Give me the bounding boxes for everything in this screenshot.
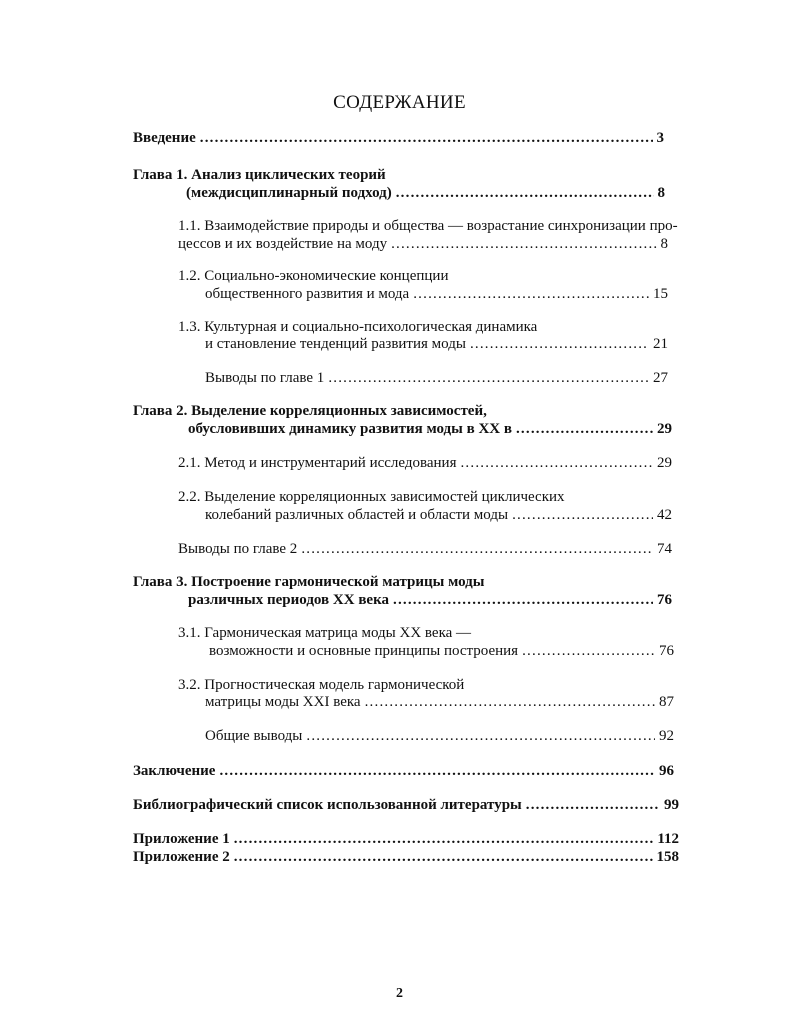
toc-leader bbox=[413, 284, 649, 304]
toc-page: 8 bbox=[660, 236, 668, 252]
toc-entry-conclusions-chapter-1[interactable] bbox=[205, 368, 668, 388]
toc-entry-chapter-2[interactable] bbox=[188, 419, 672, 439]
toc-leader bbox=[200, 128, 653, 148]
toc-page: 29 bbox=[657, 421, 672, 437]
toc-page: 74 bbox=[657, 541, 672, 557]
toc-leader bbox=[219, 761, 655, 781]
toc-entry-chapter-1[interactable] bbox=[186, 183, 665, 203]
toc-label: Выводы по главе 2 bbox=[178, 541, 298, 557]
toc-page: 42 bbox=[657, 507, 672, 523]
toc-section-1-2-title[interactable]: 1.2. Социально-экономические концепции bbox=[178, 268, 449, 284]
toc-section-3-1-title[interactable]: 3.1. Гармоническая матрица моды XX века — bbox=[178, 625, 472, 641]
toc-entry-section-3-2[interactable] bbox=[205, 692, 674, 712]
toc-chapter-1-title[interactable]: Глава 1. Анализ циклических теорий bbox=[133, 167, 386, 183]
toc-page: 27 bbox=[653, 370, 668, 386]
toc-leader bbox=[470, 334, 649, 354]
toc-leader bbox=[301, 539, 653, 559]
toc-label: Приложение 1 bbox=[133, 831, 230, 847]
toc-entry-conclusion[interactable] bbox=[133, 761, 674, 781]
toc-section-2-2-title[interactable]: 2.2. Выделение корреляционных зависимостей циклических bbox=[178, 489, 565, 505]
toc-leader bbox=[391, 234, 656, 254]
toc-leader bbox=[526, 795, 660, 815]
toc-page: 21 bbox=[653, 336, 668, 352]
toc-page: 8 bbox=[657, 185, 665, 201]
toc-entry-section-2-1[interactable] bbox=[178, 453, 672, 473]
toc-leader bbox=[512, 505, 653, 525]
toc-entry-appendix-1[interactable] bbox=[133, 829, 679, 849]
toc-page: 29 bbox=[657, 455, 672, 471]
toc-leader bbox=[365, 692, 655, 712]
toc-entry-chapter-3[interactable] bbox=[188, 590, 672, 610]
toc-leader bbox=[328, 368, 649, 388]
toc-page: 76 bbox=[659, 643, 674, 659]
toc-entry-section-2-2[interactable] bbox=[205, 505, 672, 525]
toc-leader bbox=[460, 453, 653, 473]
toc-page: 76 bbox=[657, 592, 672, 608]
toc-label: цессов и их воздействие на моду bbox=[178, 236, 388, 252]
toc-label: возможности и основные принципы построения bbox=[209, 643, 519, 659]
toc-page: 99 bbox=[664, 797, 679, 813]
toc-entry-section-1-3[interactable] bbox=[205, 334, 668, 354]
toc-section-1-1-title[interactable]: 1.1. Взаимодействие природы и общества — возрастание синхронизации про- bbox=[178, 218, 678, 234]
page-title: СОДЕРЖАНИЕ bbox=[333, 92, 466, 113]
toc-label: различных периодов XX века bbox=[188, 592, 389, 608]
toc-label: общественного развития и мода bbox=[205, 286, 410, 302]
toc-entry-general-conclusions[interactable] bbox=[205, 726, 674, 746]
toc-chapter-3-title[interactable]: Глава 3. Построение гармонической матрицы моды bbox=[133, 574, 485, 590]
toc-leader bbox=[522, 641, 655, 661]
toc-label: (междисциплинарный подход) bbox=[186, 185, 392, 201]
toc-leader bbox=[396, 183, 654, 203]
toc-entry-section-3-1[interactable] bbox=[209, 641, 674, 661]
toc-entry-section-1-2[interactable] bbox=[205, 284, 668, 304]
toc-label: Введение bbox=[133, 130, 196, 146]
toc-section-3-2-title[interactable]: 3.2. Прогностическая модель гармонической bbox=[178, 677, 465, 693]
toc-page: 158 bbox=[656, 849, 679, 865]
toc-entry-section-1-1[interactable] bbox=[178, 234, 668, 254]
page-number: 2 bbox=[396, 986, 403, 1001]
toc-entry-conclusions-chapter-2[interactable] bbox=[178, 539, 672, 559]
toc-page: 92 bbox=[659, 728, 674, 744]
toc-page: 87 bbox=[659, 694, 674, 710]
toc-page: 3 bbox=[656, 130, 664, 146]
toc-entry-bibliography[interactable] bbox=[133, 795, 679, 815]
toc-label: Общие выводы bbox=[205, 728, 303, 744]
toc-label: и становление тенденций развития моды bbox=[205, 336, 466, 352]
toc-leader bbox=[516, 419, 653, 439]
toc-label: матрицы моды XXI века bbox=[205, 694, 361, 710]
toc-page: 112 bbox=[657, 831, 679, 847]
toc-page: 15 bbox=[653, 286, 668, 302]
toc-label: колебаний различных областей и области моды bbox=[205, 507, 509, 523]
toc-label: Выводы по главе 1 bbox=[205, 370, 325, 386]
toc-label: 2.1. Метод и инструментарий исследования bbox=[178, 455, 457, 471]
toc-leader bbox=[234, 829, 654, 849]
toc-label: Приложение 2 bbox=[133, 849, 230, 865]
toc-leader bbox=[393, 590, 653, 610]
toc-chapter-2-title[interactable]: Глава 2. Выделение корреляционных зависимостей, bbox=[133, 403, 487, 419]
toc-entry-introduction[interactable] bbox=[133, 128, 664, 148]
toc-leader bbox=[306, 726, 655, 746]
toc-label: обусловивших динамику развития моды в XX в bbox=[188, 421, 512, 437]
toc-leader bbox=[234, 847, 653, 867]
toc-section-1-3-title[interactable]: 1.3. Культурная и социально-психологическая динамика bbox=[178, 319, 538, 335]
toc-label: Заключение bbox=[133, 763, 216, 779]
toc-entry-appendix-2[interactable] bbox=[133, 847, 679, 867]
toc-page: 96 bbox=[659, 763, 674, 779]
toc-label: Библиографический список использованной литературы bbox=[133, 797, 522, 813]
